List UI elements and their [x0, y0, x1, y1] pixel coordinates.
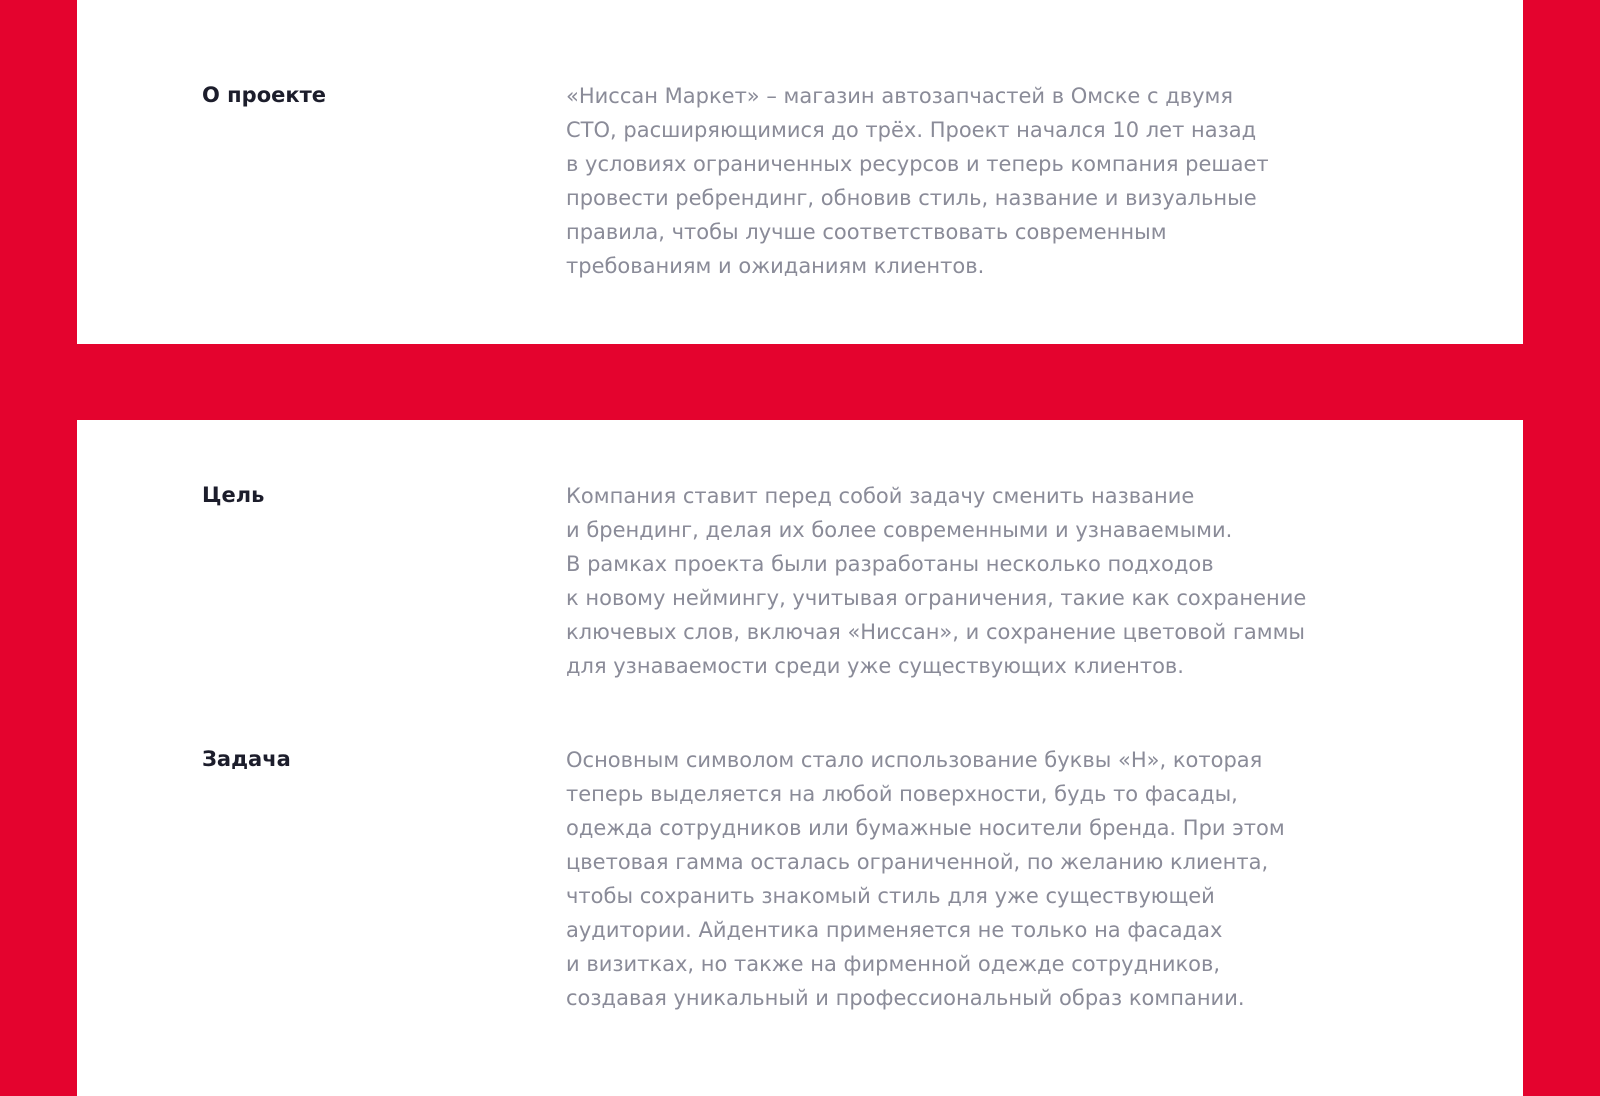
goal-line: ключевых слов, включая «Ниссан», и сохранение цветовой гаммы: [566, 620, 1305, 644]
about-line: СТО, расширяющимися до трёх. Проект начался 10 лет назад: [566, 118, 1257, 142]
task-line: теперь выделяется на любой поверхности, будь то фасады,: [566, 782, 1238, 806]
goal-line: В рамках проекта были разработаны несколько подходов: [566, 552, 1214, 576]
about-line: «Ниссан Маркет» – магазин автозапчастей в Омске с двумя: [566, 84, 1233, 108]
task-line: одежда сотрудников или бумажные носители бренда. При этом: [566, 816, 1285, 840]
task-label: Задача: [202, 747, 291, 771]
about-line: в условиях ограниченных ресурсов и теперь компания решает: [566, 152, 1269, 176]
goal-label: Цель: [202, 483, 265, 507]
about-line: провести ребрендинг, обновив стиль, название и визуальные: [566, 186, 1257, 210]
goal-text: [566, 479, 1426, 683]
goal-line: Компания ставит перед собой задачу сменить название: [566, 484, 1195, 508]
about-line: правила, чтобы лучше соответствовать современным: [566, 220, 1167, 244]
goal-line: к новому неймингу, учитывая ограничения, такие как сохранение: [566, 586, 1307, 610]
goal-line: и брендинг, делая их более современными и узнаваемыми.: [566, 518, 1233, 542]
task-text: [566, 743, 1426, 1015]
about-text: [566, 79, 1426, 283]
task-line: Основным символом стало использование буквы «Н», которая: [566, 748, 1263, 772]
goal-line: для узнаваемости среди уже существующих клиентов.: [566, 654, 1184, 678]
task-line: и визитках, но также на фирменной одежде сотрудников,: [566, 952, 1221, 976]
task-line: чтобы сохранить знакомый стиль для уже существующей: [566, 884, 1215, 908]
task-line: аудитории. Айдентика применяется не только на фасадах: [566, 918, 1223, 942]
task-line: создавая уникальный и профессиональный образ компании.: [566, 986, 1245, 1010]
task-line: цветовая гамма осталась ограниченной, по желанию клиента,: [566, 850, 1269, 874]
about-line: требованиям и ожиданиям клиентов.: [566, 254, 985, 278]
about-label: О проекте: [202, 83, 327, 107]
